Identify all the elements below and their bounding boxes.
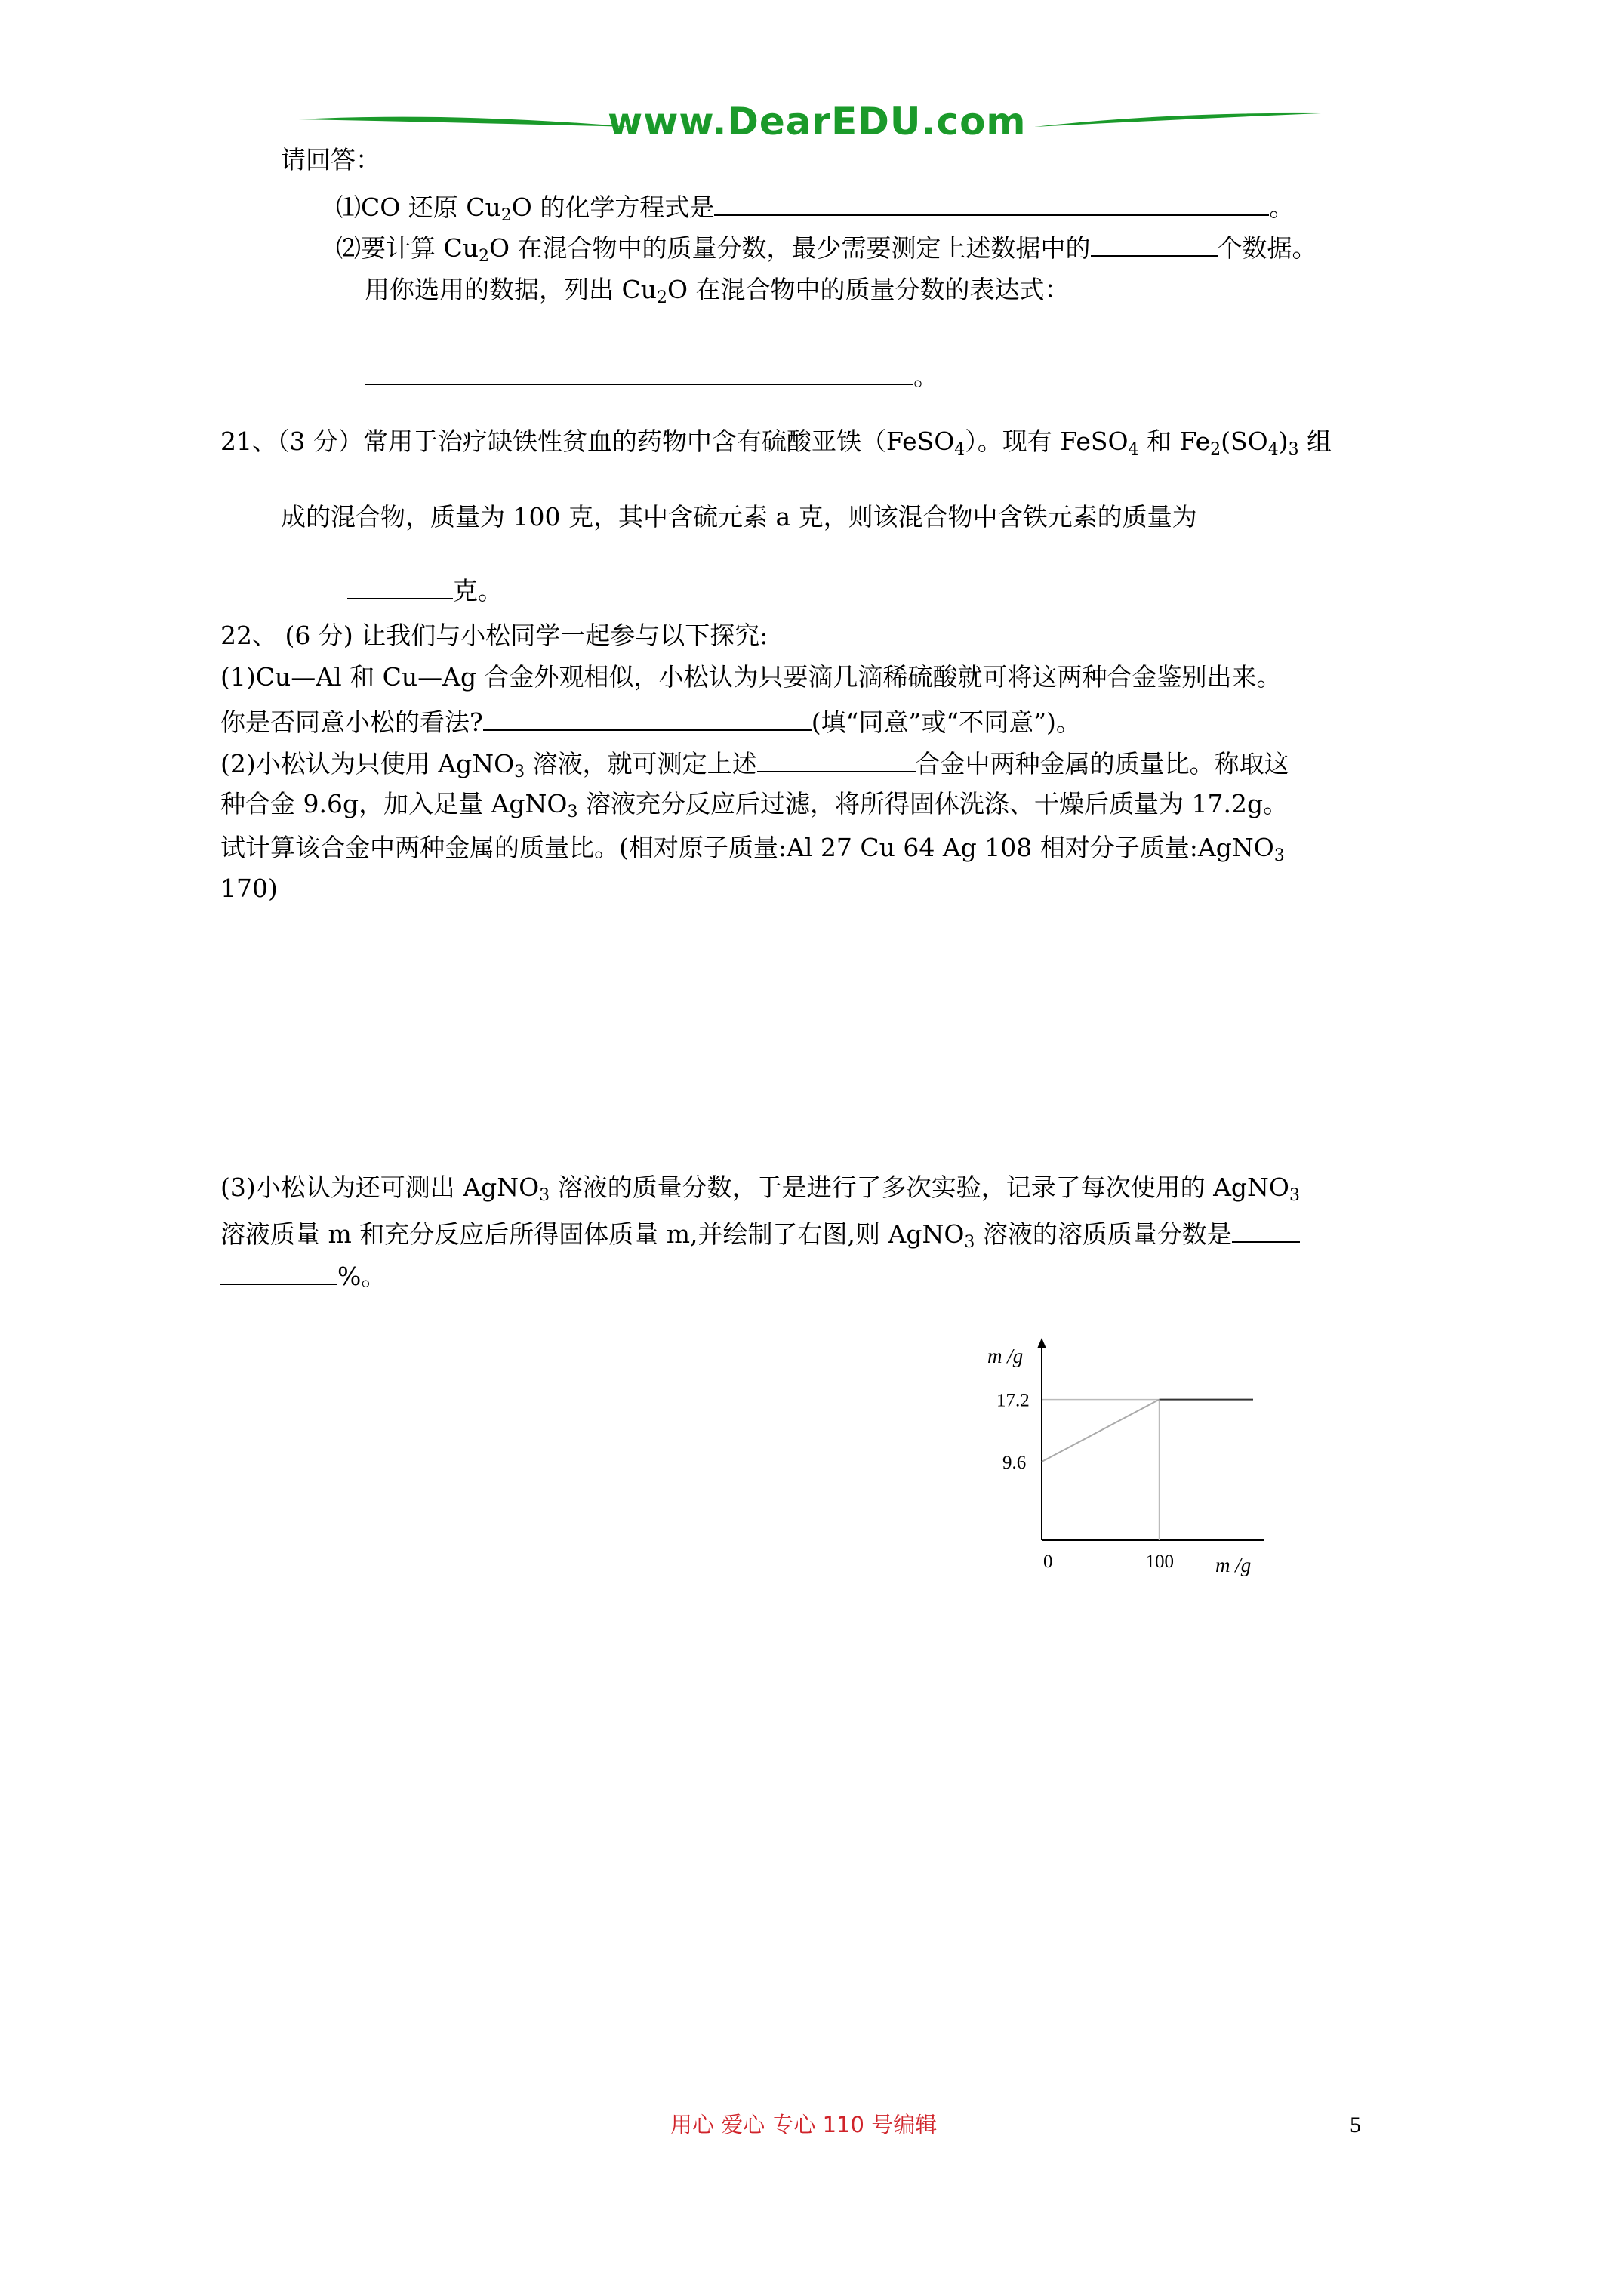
q20-part1: ⑴CO 还原 $Cu_2O$ 的化学方程式是 。 <box>336 193 1295 225</box>
answer-blank-iron-mass[interactable] <box>347 575 453 599</box>
y-tick-lower: 9.6 <box>1002 1453 1027 1473</box>
y-axis-arrow <box>1037 1338 1046 1348</box>
q21-line1: 21、（3 分）常用于治疗缺铁性贫血的药物中含有硫酸亚铁（FeSO$_4$）。现有 FeSO$_4$ 和 $Fe_2(SO_4)_3$ 组 <box>220 427 1332 459</box>
q20-prompt: 请回答： <box>281 145 380 174</box>
q20-part2-expression: 用你选用的数据，列出 $Cu_2O$ 在混合物中的质量分数的表达式： <box>365 275 1070 307</box>
q22-part1-line2: 你是否同意小松的看法? (填“同意”或“不同意”)。 <box>220 707 1081 737</box>
q22-part2-line1: (2)小松认为只使用 AgNO$_3$ 溶液，就可测定上述 合金中两种金属的质量比。称取这 <box>220 749 1289 781</box>
q22-part2-line4: 170) <box>220 874 278 903</box>
q22-part1-line1: (1)Cu—Al 和 Cu—Ag 合金外观相似，小松认为只要滴几滴稀硫酸就可将这两种合金鉴别出来。 <box>220 662 1282 692</box>
header-swoosh-left <box>298 104 630 134</box>
answer-blank-alloy[interactable] <box>757 748 916 772</box>
answer-blank-count[interactable] <box>1091 233 1218 257</box>
q21-line2: 成的混合物，质量为 100 克，其中含硫元素 a 克，则该混合物中含铁元素的质量为 <box>281 502 1197 532</box>
answer-blank-fraction-b[interactable] <box>220 1261 337 1285</box>
x-axis-label: m /g <box>1215 1554 1252 1576</box>
page-number: 5 <box>1350 2113 1361 2137</box>
q20-expression-line: 。 <box>365 361 938 389</box>
x-tick-100: 100 <box>1145 1552 1175 1572</box>
answer-blank-equation[interactable] <box>714 192 1269 216</box>
answer-blank-fraction-a[interactable] <box>1232 1219 1300 1243</box>
answer-blank-expression[interactable] <box>365 361 913 385</box>
mass-graph <box>966 1329 1313 1586</box>
y-axis-label: m /g <box>987 1345 1024 1367</box>
footer-text: 用心 爱心 专心 110 号编辑 <box>670 2112 938 2137</box>
header-logo: www.DearEDU.com <box>608 100 1027 143</box>
q22-part2-line2: 种合金 9.6g，加入足量 AgNO$_3$ 溶液充分反应后过滤，将所得固体洗涤、干燥后质量为 17.2g。 <box>220 789 1289 821</box>
y-tick-upper: 17.2 <box>996 1390 1030 1411</box>
q22-part3-line3: %。 <box>220 1261 386 1289</box>
q20-part2: ⑵要计算 $Cu_2O$ 在混合物中的质量分数，最少需要测定上述数据中的 个数据。 <box>336 233 1317 266</box>
header-swoosh-right <box>1034 104 1321 134</box>
series-line-rise <box>1042 1400 1160 1462</box>
q22-part3-line2: 溶液质量 m 和充分反应后所得固体质量 m,并绘制了右图,则 AgNO$_3$ 溶液的溶质质量分数是 <box>220 1219 1300 1247</box>
q22-part2-line3: 试计算该合金中两种金属的质量比。(相对原子质量:Al 27 Cu 64 Ag 108 相对分子质量:AgNO$_3$ <box>220 833 1285 865</box>
answer-blank-agree[interactable] <box>483 707 812 731</box>
q22-part3-line1: (3)小松认为还可测出 AgNO$_3$ 溶液的质量分数，于是进行了多次实验，记录了每次使用的 AgNO$_3$ <box>220 1173 1300 1205</box>
q22-title: 22、 (6 分) 让我们与小松同学一起参与以下探究: <box>220 621 768 650</box>
x-tick-origin: 0 <box>1043 1552 1053 1572</box>
q21-line3: 克。 <box>347 575 503 603</box>
